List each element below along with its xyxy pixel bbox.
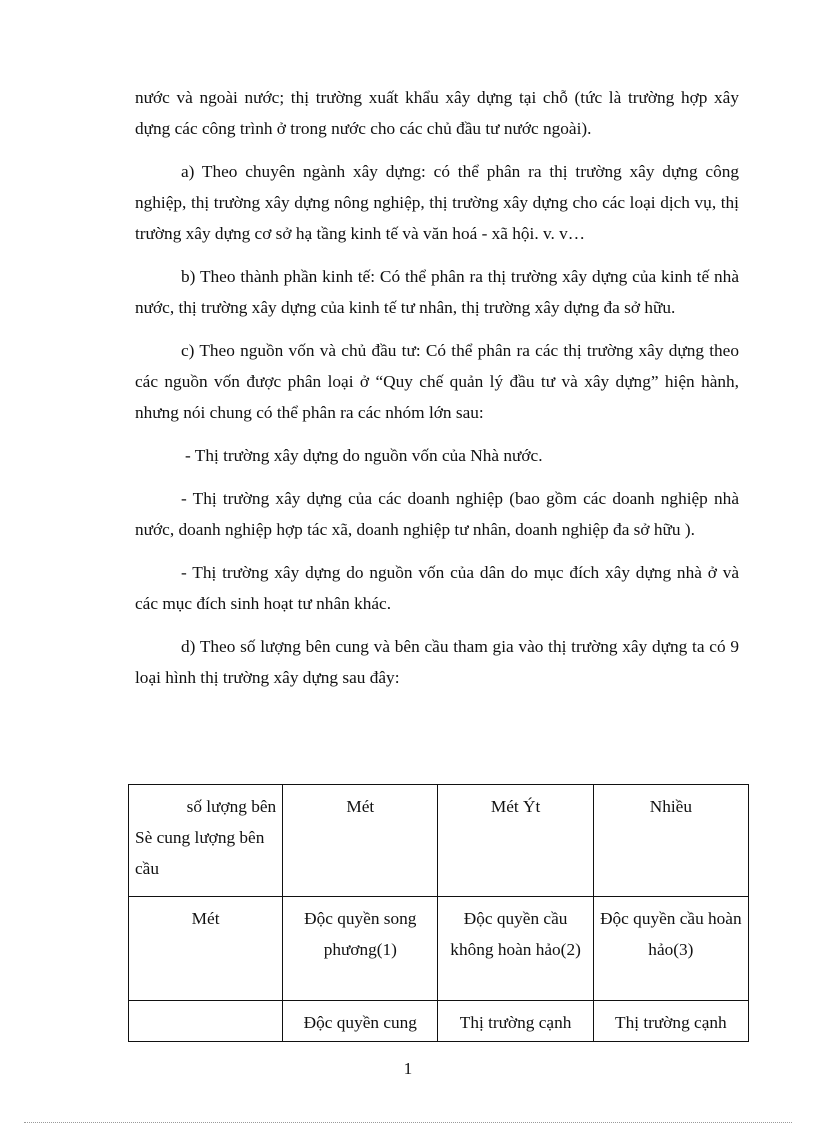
paragraph-d: d) Theo số lượng bên cung và bên cầu tham gia vào thị trường xây dựng ta có 9 loại hình thị trường xây dựng sau đây: xyxy=(135,637,739,687)
table-header-row xyxy=(129,785,749,897)
column-header: Nhiều xyxy=(593,785,748,897)
table-cell: Độc quyền cầu không hoàn hảo(2) xyxy=(438,897,593,1001)
table-cell: Thị trường cạnh xyxy=(438,1001,593,1042)
table-cell: Độc quyền cầu hoàn hảo(3) xyxy=(593,897,748,1001)
table-cell: Thị trường cạnh xyxy=(593,1001,748,1042)
row-header xyxy=(129,1001,283,1042)
market-types-table xyxy=(128,784,749,1042)
page-number: 1 xyxy=(403,1059,413,1078)
table-cell: Độc quyền song phương(1) xyxy=(283,897,438,1001)
paragraph-b: b) Theo thành phần kinh tế: Có thể phân ra thị trường xây dựng của kinh tế nhà nước, thị trường xây dựng của kinh tế tư nhân, thị trường xây dựng đa sở hữu. xyxy=(135,267,739,317)
column-header: Mét xyxy=(283,785,438,897)
paragraph-c: c) Theo nguồn vốn và chủ đầu tư: Có thể phân ra các thị trường xây dựng theo các nguồn vốn được phân loại ở “Quy chế quản lý đầu tư và xây dựng” hiện hành, nhưng nói chung có thể phân ra các nhóm lớn sau: xyxy=(135,341,739,422)
header-supply-label: số lượng bên xyxy=(186,797,277,816)
paragraph-a: a) Theo chuyên ngành xây dựng: có thể phân ra thị trường xây dựng công nghiệp, thị trường xây dựng nông nghiệp, thị trường xây dựng cho các loại dịch vụ, thị trường xây dựng cơ sở hạ tầng kinh tế và văn hoá - xã hội. v. v… xyxy=(135,162,739,243)
paragraph-continuation: nước và ngoài nước; thị trường xuất khẩu xây dựng tại chỗ (tức là trường hợp xây dựng các công trình ở trong nước cho các chủ đầu tư nước ngoài). xyxy=(135,88,739,138)
row-header: Mét xyxy=(129,897,283,1001)
header-demand-label: Sè cung lượng bên cầu xyxy=(135,828,265,878)
body-text xyxy=(135,82,739,705)
list-item-private-capital: - Thị trường xây dựng do nguồn vốn của dân do mục đích xây dựng nhà ở và các mục đích sinh hoạt tư nhân khác. xyxy=(135,563,739,613)
table-corner-cell xyxy=(129,785,283,897)
table-row xyxy=(129,897,749,1001)
list-item-enterprises: - Thị trường xây dựng của các doanh nghiệp (bao gồm các doanh nghiệp nhà nước, doanh nghiệp hợp tác xã, doanh nghiệp tư nhân, doanh nghiệp đa sở hữu ). xyxy=(135,489,739,539)
table-cell: Độc quyền cung xyxy=(283,1001,438,1042)
list-item-state-capital: - Thị trường xây dựng do nguồn vốn của Nhà nước. xyxy=(185,446,543,465)
table-row xyxy=(129,1001,749,1042)
column-header: Mét Ýt xyxy=(438,785,593,897)
